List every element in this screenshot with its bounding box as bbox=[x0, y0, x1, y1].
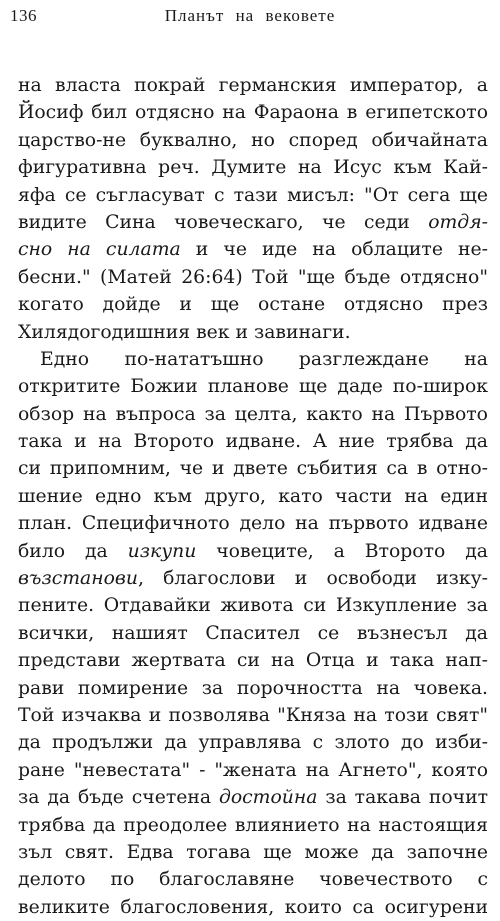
text-segment: така и на Второто идване. А ние трябва да bbox=[18, 431, 488, 453]
italic-emphasis: отдя- bbox=[428, 211, 488, 233]
text-line bbox=[18, 401, 488, 428]
text-segment: на власта покрай германския император, а bbox=[18, 75, 488, 96]
text-segment: видите Сина човеческаго, че седи bbox=[18, 211, 429, 233]
text-line bbox=[18, 894, 488, 921]
text-segment: рави помирение за порочността на човека. bbox=[18, 677, 488, 699]
body-text bbox=[18, 72, 488, 921]
text-line bbox=[18, 812, 488, 839]
page-number: 136 bbox=[10, 6, 37, 25]
text-line bbox=[18, 455, 488, 482]
text-segment: ране "невестата" - "жената на Агнето", която bbox=[18, 759, 488, 781]
text-line bbox=[18, 729, 488, 756]
text-line bbox=[18, 209, 488, 236]
text-line bbox=[18, 291, 488, 318]
text-line bbox=[18, 866, 488, 893]
text-line bbox=[18, 182, 488, 209]
text-segment: за такава почит bbox=[317, 787, 489, 809]
text-segment: за да бъде счетена bbox=[18, 787, 219, 809]
text-segment: Йосиф бил отдясно на Фараона в египетското bbox=[18, 102, 488, 124]
text-line bbox=[18, 784, 488, 811]
text-segment: обзор на въпроса за целта, както на Първото bbox=[18, 403, 488, 425]
text-segment: пените. Отдавайки живота си Изкупление за bbox=[18, 595, 488, 617]
text-segment: великите благословения, които са осигурени bbox=[18, 896, 488, 918]
text-line bbox=[18, 647, 488, 674]
text-segment: яфа се съгласуват с тази мисъл: "От сега ще bbox=[18, 184, 488, 206]
text-segment: човеците, а Второто да bbox=[196, 540, 488, 562]
text-segment: всички, нашият Спасител се възнесъл да bbox=[18, 622, 488, 644]
text-segment: трябва да преодолее влиянието на настоящия bbox=[18, 814, 488, 836]
text-segment: Той изчаква и позволява "Княза на този свят" bbox=[18, 704, 488, 726]
text-line bbox=[18, 510, 488, 537]
text-line bbox=[18, 373, 488, 400]
text-line bbox=[18, 592, 488, 619]
text-line bbox=[18, 757, 488, 784]
text-line bbox=[18, 675, 488, 702]
text-segment: зъл свят. Едва тогава ще може да започне bbox=[18, 841, 488, 863]
text-segment: когато дойде и ще остане отдясно през bbox=[18, 294, 488, 316]
text-segment: бесни." (Матей 26:64) Той "ще бъде отдясно" bbox=[18, 266, 488, 288]
text-line bbox=[18, 264, 488, 291]
text-segment: , благослови и освободи изку- bbox=[137, 568, 488, 590]
text-line bbox=[18, 428, 488, 455]
text-line bbox=[18, 483, 488, 510]
text-line bbox=[18, 127, 488, 154]
running-title: Планът на вековете bbox=[164, 6, 336, 25]
text-line bbox=[18, 839, 488, 866]
text-line bbox=[18, 72, 488, 99]
text-segment: Едно по-нататъшно разглеждане на bbox=[40, 348, 488, 370]
text-line bbox=[18, 99, 488, 126]
text-line bbox=[18, 702, 488, 729]
text-segment: било да bbox=[18, 540, 128, 562]
text-line bbox=[18, 236, 488, 263]
text-segment: и че иде на облаците не- bbox=[180, 239, 489, 261]
italic-emphasis: възстанови bbox=[18, 568, 138, 590]
text-line bbox=[18, 346, 488, 373]
text-segment: да продължи да управлява с злото до изби- bbox=[18, 732, 488, 754]
italic-emphasis: изкупи bbox=[127, 540, 197, 562]
text-segment: план. Специфичното дело на първото идване bbox=[18, 513, 488, 535]
text-segment: представи жертвата си на Отца и така нап- bbox=[18, 650, 488, 672]
text-line bbox=[18, 154, 488, 181]
text-segment: фигуративна реч. Думите на Исус към Кай- bbox=[18, 157, 488, 179]
text-segment: Хилядогодишния век и завинаги. bbox=[18, 321, 351, 343]
italic-emphasis: сно на силата bbox=[18, 239, 181, 261]
text-segment: царство-не буквално, но според обичайната bbox=[18, 129, 488, 151]
page-header bbox=[10, 4, 490, 30]
text-segment: шение едно към друго, като части на един bbox=[18, 485, 488, 507]
italic-emphasis: достойна bbox=[218, 787, 318, 809]
text-line bbox=[18, 565, 488, 592]
text-segment: си припомним, че и двете събития са в отно- bbox=[18, 458, 488, 480]
text-line bbox=[18, 620, 488, 647]
text-line bbox=[18, 538, 488, 565]
text-segment: делото по благославяне човечеството с bbox=[18, 869, 488, 891]
text-segment: откритите Божии планове ще даде по-широк bbox=[18, 376, 488, 398]
text-line bbox=[18, 319, 488, 346]
